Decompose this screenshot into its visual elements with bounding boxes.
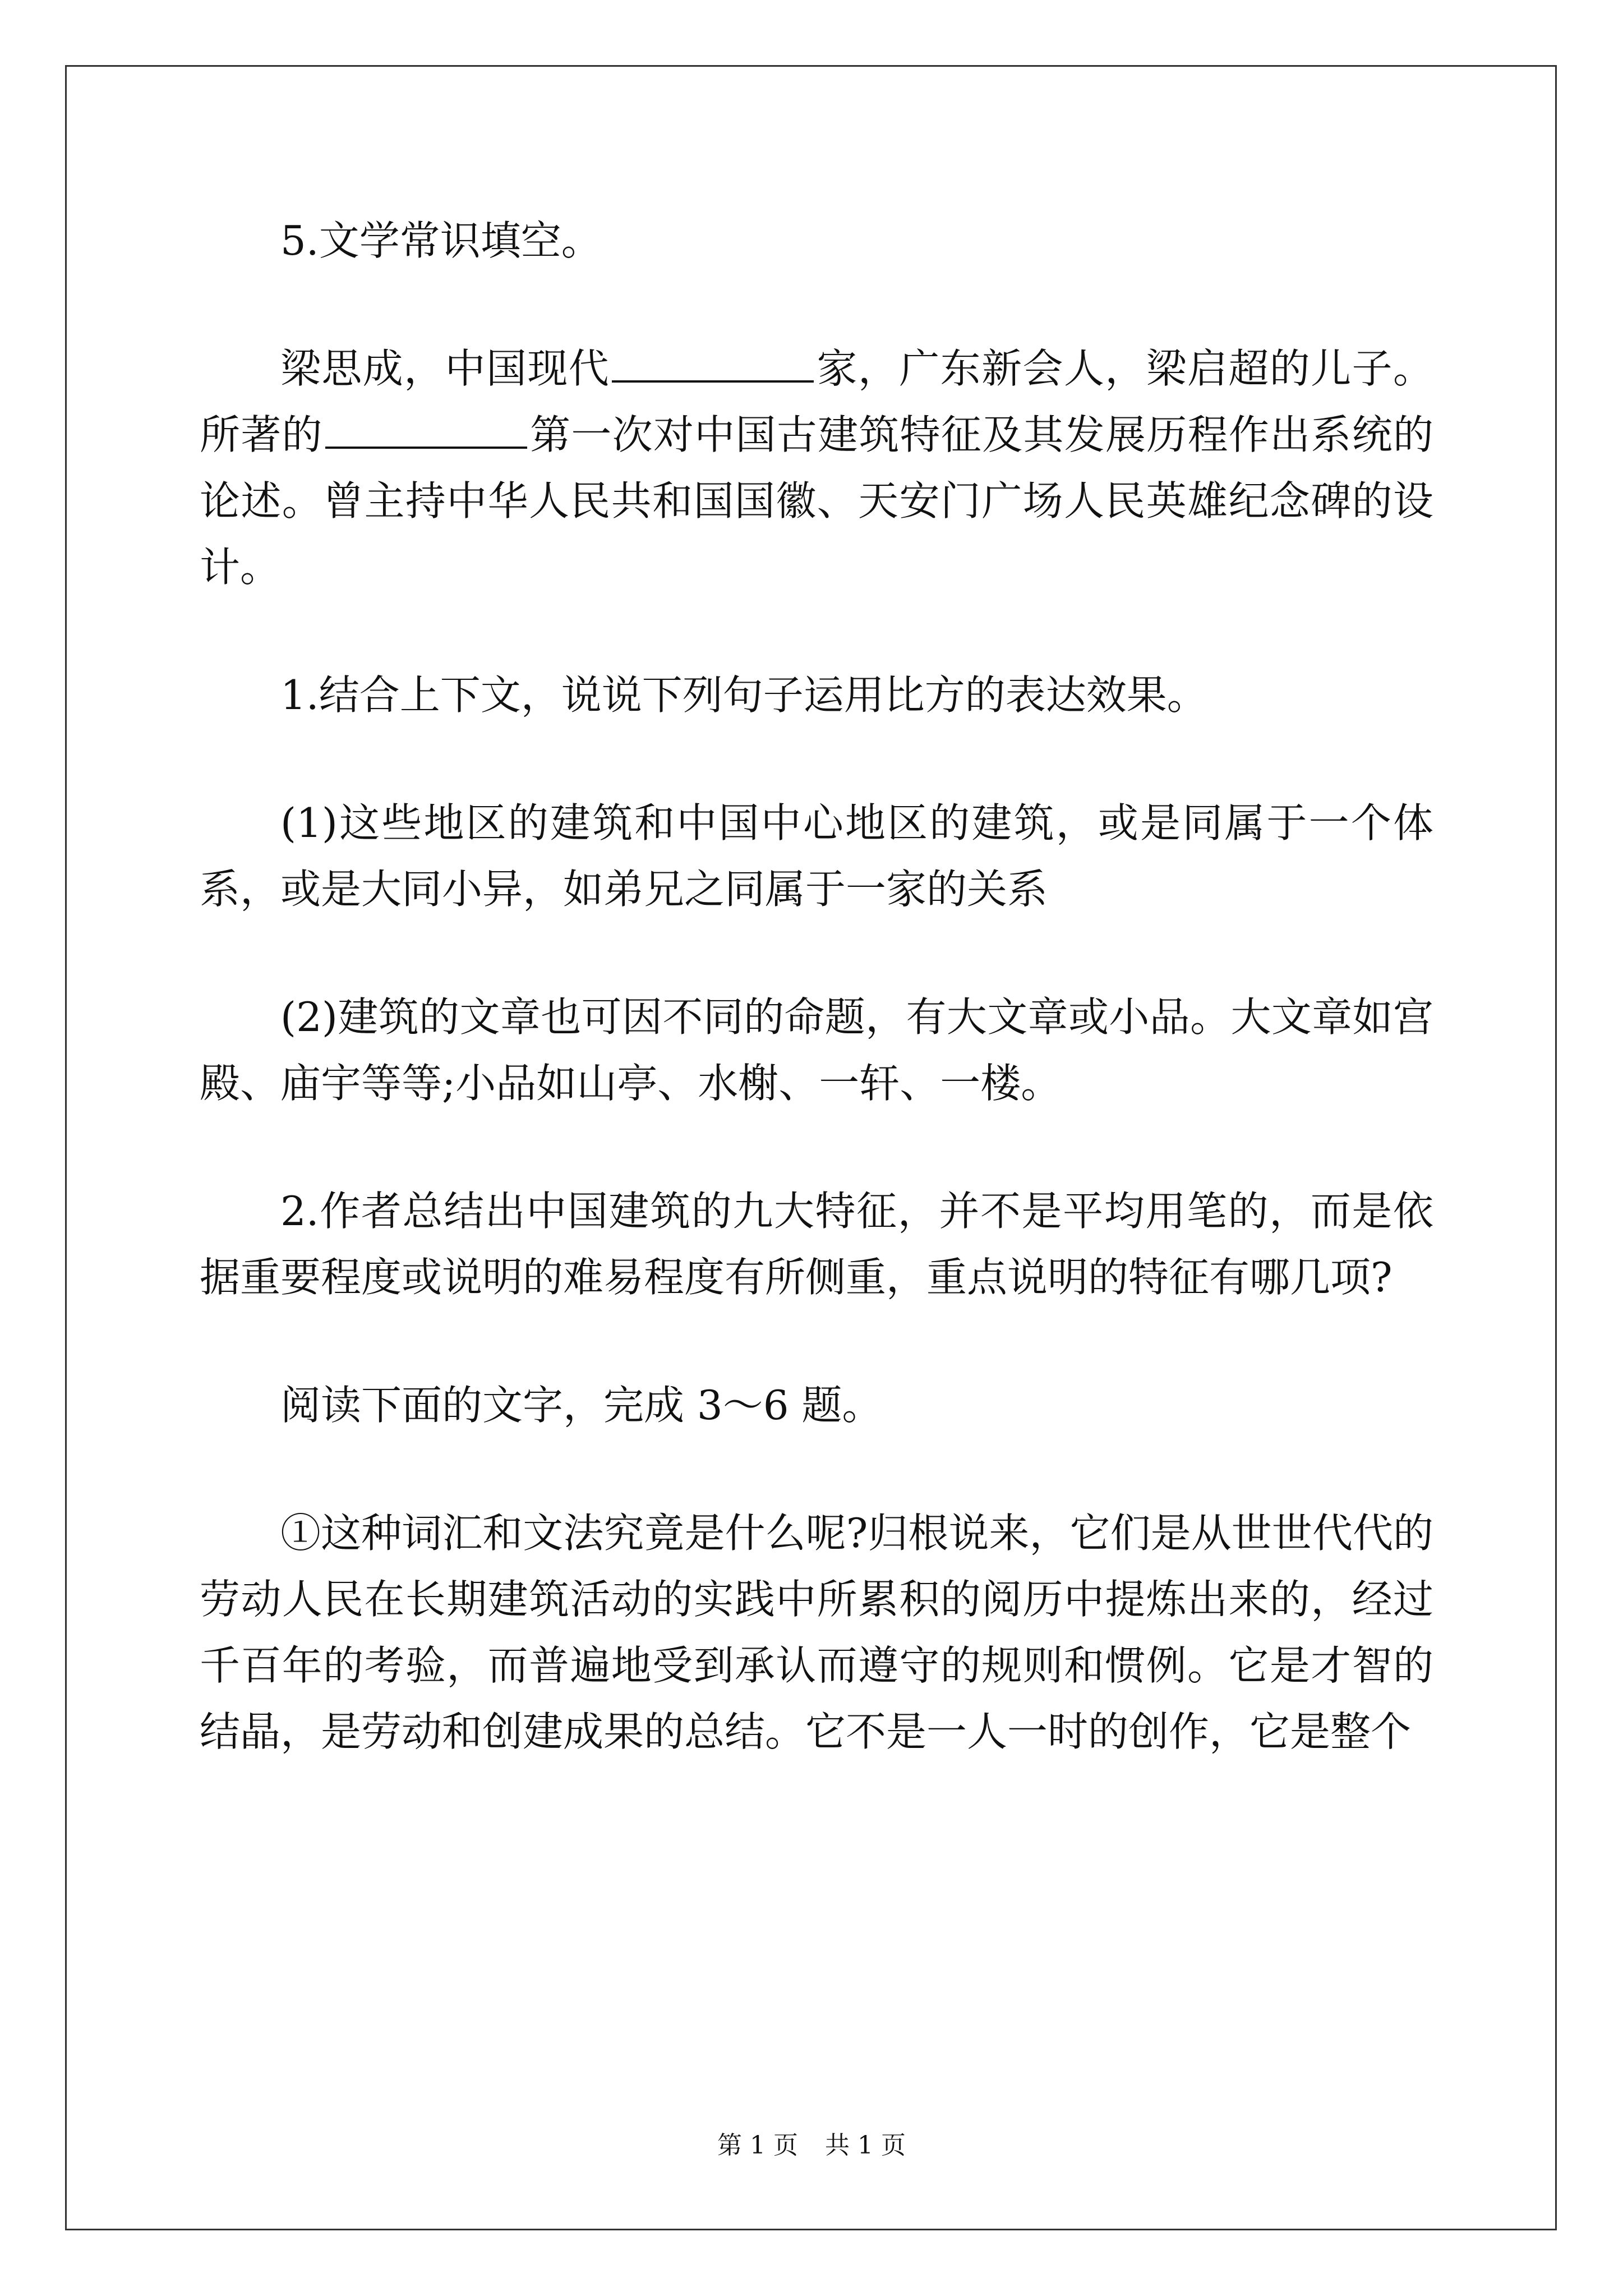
question-1-title: 1.结合上下文，说说下列句子运用比方的表达效果。 xyxy=(280,671,1207,719)
question-5-text-part3: 第一次对中国古建筑特征及其发展历程作出系统的论述。曾主持中华人民共和国国徽、天安门广场人民英雄纪念碑的设计。 xyxy=(200,411,1433,591)
question-5-text xyxy=(200,335,1433,600)
passage-paragraph-1: ①这种词汇和文法究竟是什么呢?归根说来，它们是从世世代代的劳动人民在长期建筑活动的实践中所累积的阅历中提炼出来的，经过千百年的考验，而普遍地受到承认而遵守的规则和惯例。它是才智的结晶，是劳动和创建成果的总结。它不是一人一时的创作，它是整个 xyxy=(200,1510,1433,1755)
question-5-text-part2: 家，广东新会人，梁启超的儿子。所著的 xyxy=(200,345,1433,458)
fill-blank-2 xyxy=(325,407,527,449)
question-1-item-1: (1)这些地区的建筑和中国中心地区的建筑，或是同属于一个体系，或是大同小异，如弟兄之同属于一家的关系 xyxy=(200,799,1433,913)
fill-blank-1 xyxy=(612,341,814,383)
document-body xyxy=(200,208,1433,1826)
question-5-text-part1: 梁思成，中国现代 xyxy=(280,345,610,392)
page-footer xyxy=(0,2129,1623,2162)
question-1-item-2: (2)建筑的文章也可因不同的命题，有大文章或小品。大文章如宫殿、庙宇等等;小品如山亭、水榭、一轩、一楼。 xyxy=(200,993,1433,1107)
reading-intro: 阅读下面的文字，完成 3～6 题。 xyxy=(280,1382,883,1429)
question-2-text: 2.作者总结出中国建筑的九大特征，并不是平均用笔的，而是依据重要程度或说明的难易程度有所侧重，重点说明的特征有哪几项? xyxy=(200,1188,1433,1301)
page-number: 第 1 页 xyxy=(717,2131,798,2160)
total-pages: 共 1 页 xyxy=(825,2131,906,2160)
question-5-title: 5.文学常识填空。 xyxy=(280,217,602,264)
